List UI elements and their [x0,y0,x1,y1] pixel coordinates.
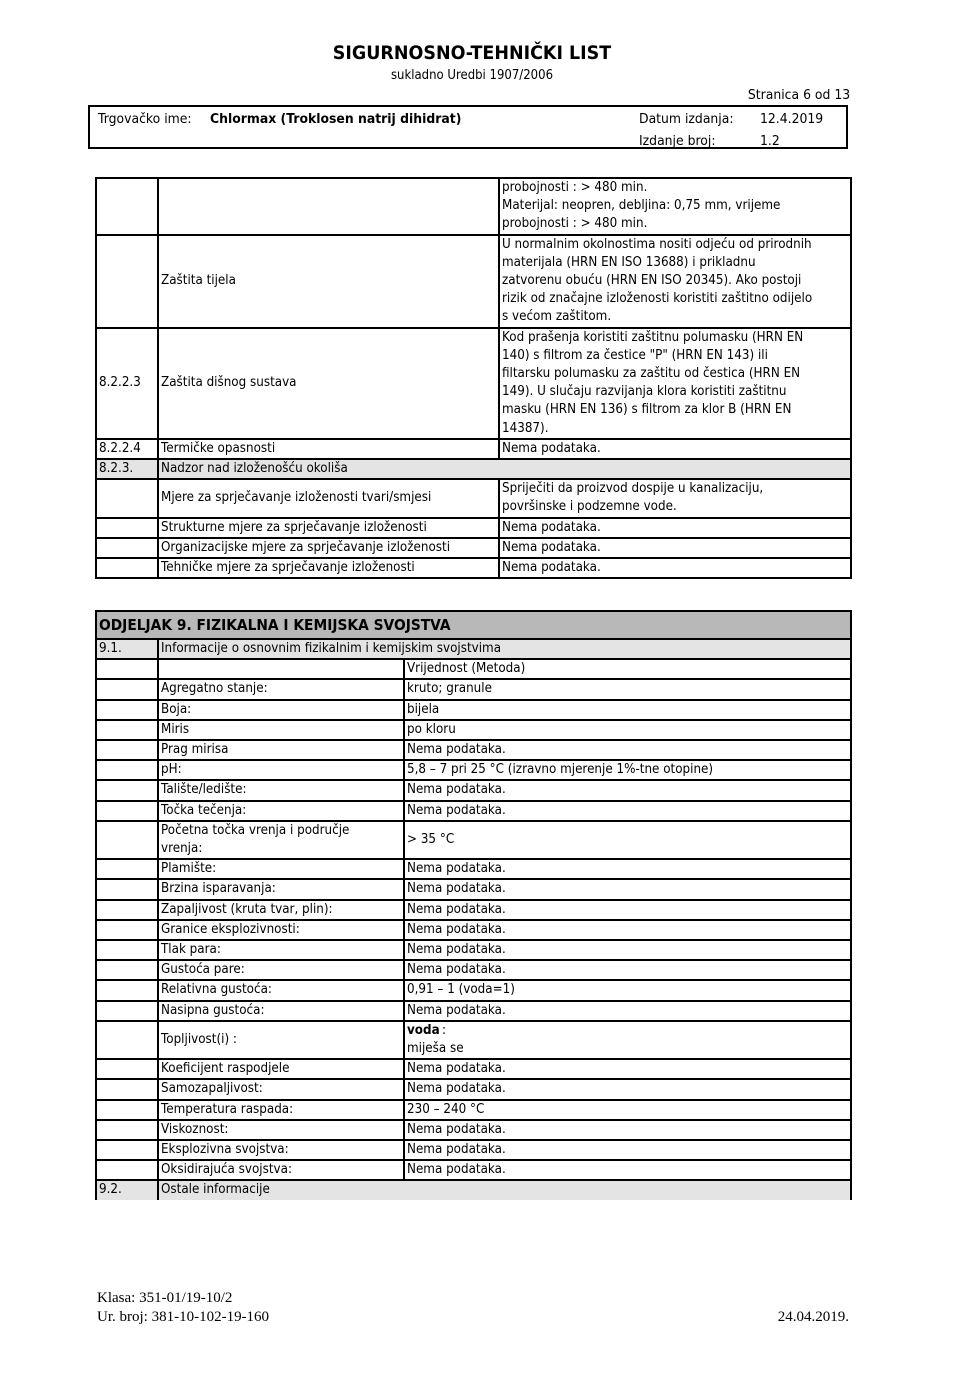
property-label [158,821,404,859]
row-number [96,439,158,459]
property-value-text: Nema podataka. [407,881,506,897]
property-value-text: miješa se [407,1041,464,1057]
row-label [158,178,499,235]
property-label [158,780,404,800]
property-row [96,960,851,980]
property-value-text: 5,8 – 7 pri 25 °C (izravno mjerenje 1%-tne otopine) [407,762,714,778]
row-number [96,1120,158,1140]
product-header-box [88,105,848,149]
property-row [96,980,851,1000]
cell-text: Ostale informacije [161,1182,270,1198]
property-label [158,859,404,879]
row-label [158,235,499,328]
property-row [96,720,851,740]
cell-text-line: probojnosti : > 480 min. [502,216,648,232]
cell-text-line: U normalnim okolnostima nositi odjeću od prirodnih [502,236,812,252]
property-value [404,960,851,980]
row-number [96,558,158,578]
cell-text-line: Nema podataka. [502,560,601,576]
cell-text-line: 140) s filtrom za čestice "P" (HRN EN 143) ili [502,347,768,363]
row-label [158,439,499,459]
property-label [158,760,404,780]
row-number [96,960,158,980]
property-value-text: > 35 °C [407,831,455,847]
property-value-text: bijela [407,701,440,717]
row-number [96,1140,158,1160]
cell-text-line: vrenja: [161,841,203,857]
property-value-text: Nema podataka. [407,861,506,877]
issue-date-value: 12.4.2019 [760,111,824,127]
cell-text-line: Nema podataka. [502,519,601,535]
cell-text-line: zatvorenu obuću (HRN EN ISO 20345). Ako postoji [502,273,802,289]
row-number [96,328,158,439]
row-label [158,328,499,439]
document-subtitle: sukladno Uredbi 1907/2006 [390,68,554,83]
section9-table [95,610,852,1200]
cell-text-line: Početna točka vrenja i područje [161,822,350,838]
page-number: Stranica 6 od 13 [747,87,850,103]
document-title: SIGURNOSNO-TEHNIČKI LIST [332,42,612,64]
cell-text: 8.2.2.4 [99,440,141,456]
issue-date-label: Datum izdanja: [639,111,734,127]
row-number [96,821,158,859]
property-row [96,1059,851,1079]
property-label [158,801,404,821]
property-value-text: kruto; granule [407,681,492,697]
property-value-text: Nema podataka. [407,942,506,958]
property-label-text: Plamište: [161,861,217,877]
row-number [96,801,158,821]
property-value [404,700,851,720]
property-label-text: Samozapaljivost: [161,1081,263,1097]
property-value [404,1140,851,1160]
row-value [499,518,851,538]
row-value [499,479,851,517]
property-label [158,720,404,740]
section9-title: ODJELJAK 9. FIZIKALNA I KEMIJSKA SVOJSTVA [96,611,851,639]
footer-date: 24.04.2019. [777,1309,849,1325]
table-row [96,538,851,558]
table-row [96,558,851,578]
property-label [158,1021,404,1059]
row-value [499,538,851,558]
row-number [96,235,158,328]
property-label [158,740,404,760]
row-number [96,780,158,800]
property-row [96,679,851,699]
property-label-text: Gustoća pare: [161,962,245,978]
table-row [96,328,851,439]
cell-text: Zaštita tijela [161,273,236,289]
row-value [499,178,851,235]
row-number [96,980,158,1000]
table-row [96,439,851,459]
cell-text-line: Nema podataka. [502,539,601,555]
property-label [158,900,404,920]
property-row [96,879,851,899]
property-value-text: 230 – 240 °C [407,1101,485,1117]
cell-text-line: Materijal: neopren, debljina: 0,75 mm, vrijeme [502,198,781,214]
property-row [96,700,851,720]
cell-text-line: rizik od značajne izloženosti koristiti zaštitno odijelo [502,291,813,307]
cell-text: Mjere za sprječavanje izloženosti tvari/smjesi [161,490,432,506]
row-number [96,1160,158,1180]
property-label [158,960,404,980]
cell-text: Organizacijske mjere za sprječavanje izloženosti [161,539,451,555]
property-value [404,1079,851,1099]
property-label [158,1100,404,1120]
property-label [158,1059,404,1079]
property-value [404,1021,851,1059]
property-label-text: Oksidirajuća svojstva: [161,1162,292,1178]
trade-name-label: Trgovačko ime: [98,111,192,127]
row-label [158,558,499,578]
property-value [404,720,851,740]
cell-text: 8.2.2.3 [99,375,141,391]
row-value [499,328,851,439]
property-value-text: Nema podataka. [407,1081,506,1097]
property-row [96,900,851,920]
property-value-bold: voda [407,1022,440,1038]
row-value [499,558,851,578]
value-column-header: Vrijednost (Metoda) [404,659,851,679]
row-number [96,518,158,538]
property-value-text: po kloru [407,721,456,737]
property-label [158,1140,404,1160]
property-label-text: Agregatno stanje: [161,681,268,697]
property-row [96,859,851,879]
property-value-text: Nema podataka. [407,802,506,818]
row-number [96,1021,158,1059]
property-label-text: Temperatura raspada: [161,1101,294,1117]
property-value [404,1100,851,1120]
subsection-title [158,459,851,479]
property-label [158,879,404,899]
trade-name-value: Chlormax (Troklosen natrij dihidrat) [210,111,462,127]
cell-text-line: Nema podataka. [502,440,601,456]
cell-text-line: površinske i podzemne vode. [502,499,677,515]
property-value-text: Nema podataka. [407,921,506,937]
cell-text: Strukturne mjere za sprječavanje izloženosti [161,519,427,535]
row-value [499,439,851,459]
property-label-text: Viskoznost: [161,1121,229,1137]
property-value [404,859,851,879]
property-label-text: Točka tečenja: [161,802,247,818]
row-number [96,1059,158,1079]
property-value [404,801,851,821]
property-value-suffix: : [442,1022,447,1038]
property-label-text: Miris [161,721,190,737]
property-row [96,1079,851,1099]
property-value-text: Nema podataka. [407,962,506,978]
property-row [96,1021,851,1059]
property-label-text: Nasipna gustoća: [161,1002,265,1018]
cell-text: 9.2. [99,1182,122,1198]
subsection-title: Informacije o osnovnim fizikalnim i kemijskim svojstvima [158,639,851,659]
property-label [158,1160,404,1180]
property-label-text: pH: [161,762,182,778]
row-label [158,479,499,517]
subsection-row [96,459,851,479]
property-value-text: Nema podataka. [407,1121,506,1137]
cell-text: Tehničke mjere za sprječavanje izloženosti [161,560,415,576]
cell-text-line: Kod prašenja koristiti zaštitnu polumasku (HRN EN [502,329,804,345]
property-value [404,980,851,1000]
cell-text-line: materijala (HRN EN ISO 13688) i prikladnu [502,254,756,270]
property-value [404,679,851,699]
property-value-text: Nema podataka. [407,1162,506,1178]
row-number [96,900,158,920]
property-label-text: Zapaljivost (kruta tvar, plin): [161,901,333,917]
property-value [404,1001,851,1021]
property-row [96,1120,851,1140]
property-label [158,1001,404,1021]
property-label [158,679,404,699]
property-value [404,940,851,960]
property-value [404,879,851,899]
property-row [96,1140,851,1160]
edition-label: Izdanje broj: [639,133,716,149]
property-value [404,780,851,800]
property-row [96,920,851,940]
row-value [499,235,851,328]
cell-text-line: filtarsku polumasku za zaštitu od čestica (HRN EN [502,366,801,382]
row-number [96,859,158,879]
property-row [96,1160,851,1180]
property-label-text: Eksplozivna svojstva: [161,1142,289,1158]
table-row [96,518,851,538]
property-label [158,980,404,1000]
property-label-text: Prag mirisa [161,742,229,758]
footer-klasa: Klasa: 351-01/19-10/2 [97,1290,233,1306]
property-value [404,760,851,780]
property-label-text: Relativna gustoća: [161,982,272,998]
property-value-text: Nema podataka. [407,1002,506,1018]
property-label [158,1079,404,1099]
property-label-text: Tlak para: [161,942,221,958]
cell-text-line: s većom zaštitom. [502,309,612,325]
row-number [96,538,158,558]
property-value [404,1160,851,1180]
subsection-title [158,1180,851,1199]
property-label-text: Boja: [161,701,192,717]
subsection-number: 9.1. [96,639,158,659]
row-number [96,940,158,960]
property-value-line [407,1022,848,1040]
cell-text: Termičke opasnosti [161,440,276,456]
row-number [96,740,158,760]
property-value [404,1120,851,1140]
row-number [96,178,158,235]
cell-text: 8.2.3. [99,461,134,477]
property-label-text: Koeficijent raspodjele [161,1061,290,1077]
cell-text: Zaštita dišnog sustava [161,375,297,391]
property-value [404,740,851,760]
table-row [96,235,851,328]
property-row [96,780,851,800]
property-value-text: Nema podataka. [407,742,506,758]
property-label [158,920,404,940]
subsection-number [96,459,158,479]
table-row [96,479,851,517]
property-row [96,740,851,760]
row-number [96,1001,158,1021]
property-label [158,940,404,960]
subsection-row [96,1180,851,1199]
property-value [404,1059,851,1079]
property-row [96,1001,851,1021]
property-value-text: Nema podataka. [407,901,506,917]
property-row [96,821,851,859]
row-number [96,679,158,699]
cell-text-line: masku (HRN EN 136) s filtrom za klor B (HRN EN [502,402,792,418]
property-row [96,801,851,821]
property-value-text: 0,91 – 1 (voda=1) [407,982,515,998]
row-label [158,518,499,538]
property-label-text: Brzina isparavanja: [161,881,276,897]
cell-text-line: 14387). [502,420,549,436]
row-number [96,1100,158,1120]
property-value-text: Nema podataka. [407,1061,506,1077]
property-row [96,940,851,960]
cell-text: Nadzor nad izloženošću okoliša [161,461,348,477]
cell-text-line: probojnosti : > 480 min. [502,180,648,195]
row-number [96,479,158,517]
property-label-text: Talište/ledište: [161,782,247,798]
row-number [96,700,158,720]
section8-table [95,177,852,579]
edition-value: 1.2 [760,133,780,149]
row-number [96,760,158,780]
property-value-text: Nema podataka. [407,1142,506,1158]
property-value-line [407,1040,848,1058]
property-row [96,1100,851,1120]
subsection-number [96,1180,158,1199]
row-label [158,538,499,558]
property-label-text: Granice eksplozivnosti: [161,921,300,937]
footer-ur-broj: Ur. broj: 381-10-102-19-160 [97,1309,270,1325]
row-number [96,879,158,899]
property-label-text: Topljivost(i) : [161,1031,237,1047]
property-value-text: Nema podataka. [407,782,506,798]
property-value [404,920,851,940]
cell-text-line: 149). U slučaju razvijanja klora koristiti zaštitnu [502,384,787,400]
table-row [96,178,851,235]
row-number [96,1079,158,1099]
cell-text-line: Spriječiti da proizvod dospije u kanalizaciju, [502,481,764,497]
property-row [96,760,851,780]
row-number [96,720,158,740]
row-number [96,920,158,940]
property-label [158,1120,404,1140]
property-value [404,900,851,920]
property-label [158,700,404,720]
